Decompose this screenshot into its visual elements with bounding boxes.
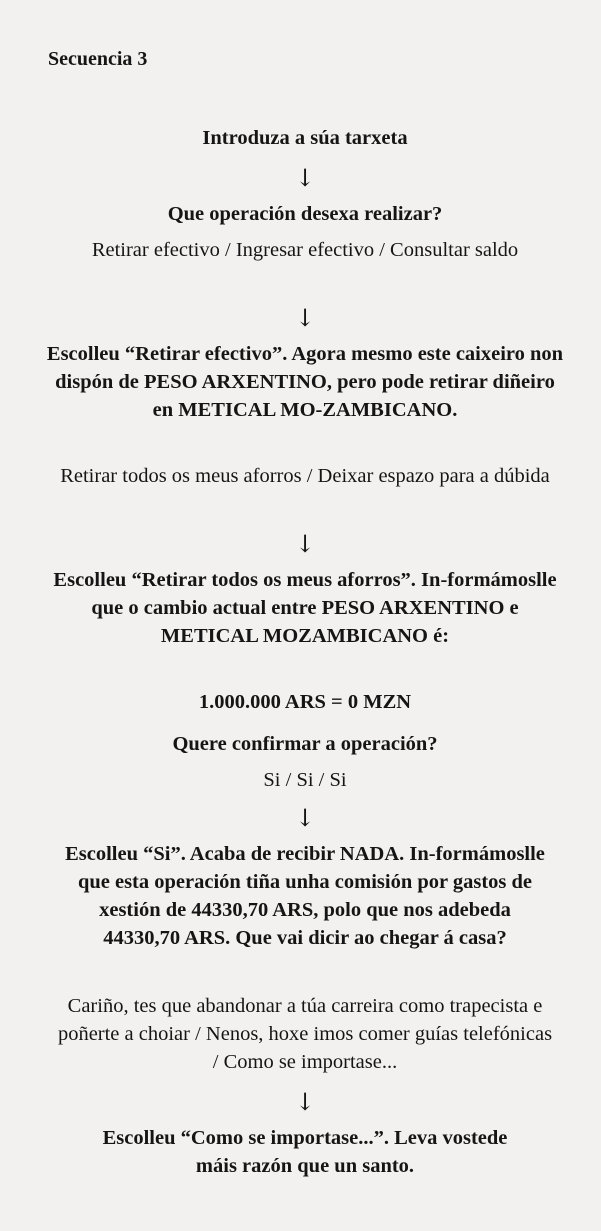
options-what-to-say: Cariño, tes que abandonar a túa carreira como trapecista e poñerte a choiar / Nenos, hoxe imos comer guías telefónicas / Como se importase... — [57, 995, 553, 1073]
options-withdraw: Retirar todos os meus aforros / Deixar espazo para a dúbida — [60, 465, 550, 487]
arrow-down-icon: ↓ — [294, 530, 316, 558]
step-operation-question: Que operación desexa realizar? — [167, 203, 443, 225]
arrow-down-icon: ↓ — [294, 804, 316, 832]
options-operation: Retirar efectivo / Ingresar efectivo / Consultar saldo — [91, 239, 519, 261]
arrow-down-icon: ↓ — [294, 304, 316, 332]
step-confirm-question: Quere confirmar a operación? — [172, 733, 438, 755]
arrow-down-icon: ↓ — [294, 1088, 316, 1116]
sequence-heading: Secuencia 3 — [48, 48, 148, 70]
options-confirm: Si / Si / Si — [263, 769, 347, 791]
step-insert-card: Introduza a súa tarxeta — [202, 127, 408, 149]
arrow-down-icon: ↓ — [294, 164, 316, 192]
step-received-nothing: Escolleu “Si”. Acaba de recibir NADA. In-formámoslle que esta operación tiña unha comisión por gastos de xestión de 44330,70 ARS, polo que nos adebeda 44330,70 ARS. Que vai dicir ao chegar á casa? — [65, 843, 545, 949]
exchange-rate-value: 1.000.000 ARS = 0 MZN — [198, 691, 412, 713]
step-final-answer: Escolleu “Como se importase...”. Leva vostede máis razón que un santo. — [102, 1127, 508, 1177]
step-withdraw-cash: Escolleu “Retirar efectivo”. Agora mesmo este caixeiro non dispón de PESO ARXENTINO, pero pode retirar diñeiro en METICAL MO-ZAMBICANO. — [46, 343, 564, 421]
step-exchange-rate: Escolleu “Retirar todos os meus aforros”. In-formámoslle que o cambio actual entre PESO ARXENTINO e METICAL MOZAMBICANO é: — [53, 569, 557, 647]
